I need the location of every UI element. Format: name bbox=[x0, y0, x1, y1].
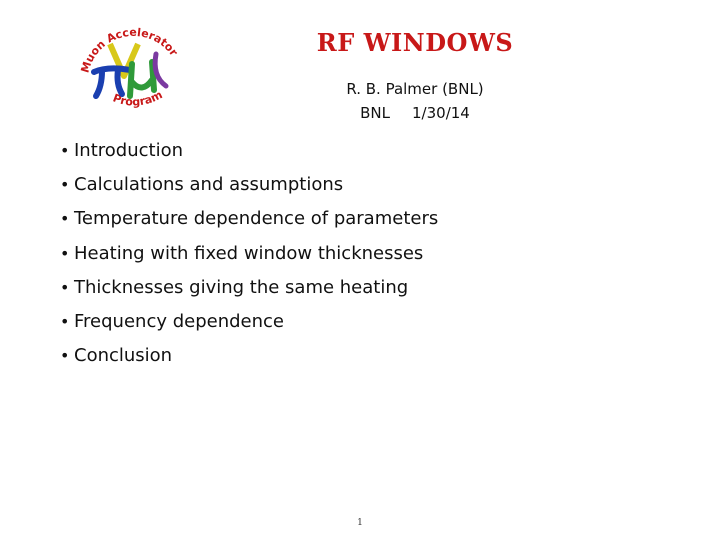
bullet-list bbox=[60, 136, 438, 375]
bullet-dot-icon: • bbox=[60, 175, 70, 195]
logo-text-top: Muon Accelerator bbox=[78, 25, 181, 75]
bullet-dot-icon: • bbox=[60, 243, 70, 263]
list-item: • Heating with fixed window thicknesses bbox=[60, 239, 438, 273]
date: 1/30/14 bbox=[412, 104, 470, 122]
list-item: • Temperature dependence of parameters bbox=[60, 204, 438, 238]
list-item: • Frequency dependence bbox=[60, 307, 438, 341]
logo-text-bottom: Program bbox=[111, 88, 165, 109]
author-line: R. B. Palmer (BNL) bbox=[346, 80, 484, 98]
bullet-dot-icon: • bbox=[60, 311, 70, 331]
org-date-line bbox=[110, 101, 720, 125]
byline bbox=[0, 77, 720, 125]
list-item: • Conclusion bbox=[60, 341, 438, 375]
bullet-dot-icon: • bbox=[60, 141, 70, 160]
list-item: • Calculations and assumptions bbox=[60, 170, 438, 204]
bullet-dot-icon: • bbox=[60, 209, 70, 229]
bullet-dot-icon: • bbox=[60, 277, 70, 297]
bullet-dot-icon: • bbox=[60, 346, 70, 366]
org: BNL bbox=[360, 104, 391, 122]
page-number: 1 bbox=[357, 518, 363, 528]
list-item: • Thicknesses giving the same heating bbox=[60, 273, 438, 307]
list-item: • Introduction bbox=[60, 136, 438, 170]
slide-title: RF WINDOWS bbox=[316, 28, 514, 57]
